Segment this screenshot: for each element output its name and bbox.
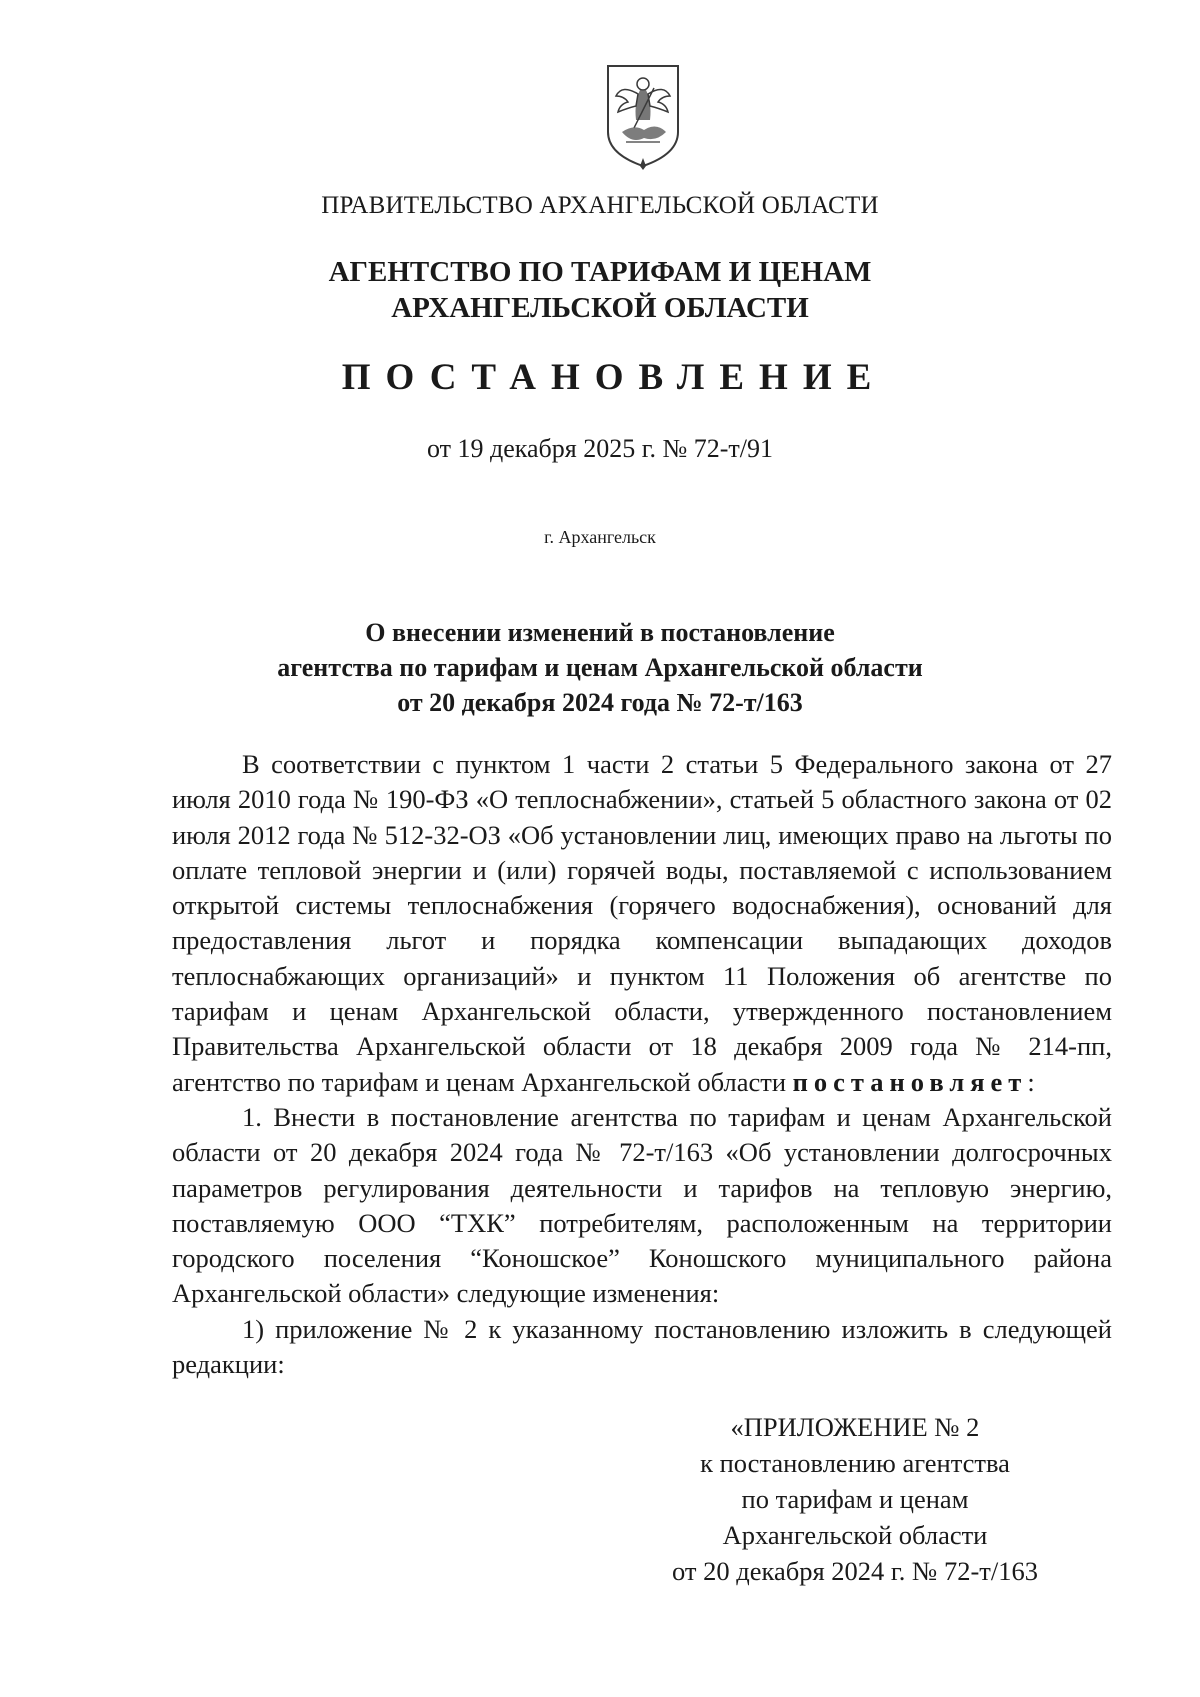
- appendix-line-4: Архангельской области: [722, 1520, 988, 1550]
- appendix-header: [660, 1409, 1050, 1589]
- body-paragraph-item-1: 1. Внести в постановление агентства по тарифам и ценам Архангельской области от 20 декабря 2024 года № 72-т/163 «Об установлении долгосрочных параметров регулирования деятельности и тарифов на тепловую энергию, поставляемую ООО “ТХК” потребителям, расположенным на территории городского поселения “Коношское” Коношского муниципального района Архангельской области» следующие изменения:: [172, 1101, 1112, 1309]
- body-paragraph-subitem-1: 1) приложение № 2 к указанному постановлению изложить в следующей редакции:: [172, 1313, 1112, 1380]
- document-body: [172, 747, 1112, 1382]
- body-paragraph-preamble: [172, 747, 1112, 1100]
- subject-line-1: О внесении изменений в постановление: [365, 618, 835, 647]
- agency-title: [0, 254, 1200, 326]
- agency-title-line-1: АГЕНТСТВО ПО ТАРИФАМ И ЦЕНАМ: [328, 256, 872, 288]
- resolution-keyword: постановляет: [792, 1066, 1028, 1097]
- subject-line-2: агентства по тарифам и ценам Архангельской области: [277, 653, 923, 682]
- document-date-number: от 19 декабря 2025 г. № 72-т/91: [426, 434, 774, 463]
- appendix-line-3: по тарифам и ценам: [741, 1484, 969, 1514]
- appendix-line-5: от 20 декабря 2024 г. № 72-т/163: [672, 1556, 1038, 1586]
- preamble-end: :: [1027, 1066, 1035, 1097]
- appendix-line-1: «ПРИЛОЖЕНИЕ № 2: [730, 1412, 980, 1442]
- subject-line-3: от 20 декабря 2024 года № 72-т/163: [397, 688, 803, 717]
- document-type-title: ПОСТАНОВЛЕНИЕ: [341, 357, 887, 398]
- government-title: ПРАВИТЕЛЬСТВО АРХАНГЕЛЬСКОЙ ОБЛАСТИ: [321, 192, 879, 219]
- document-city: г. Архангельск: [544, 527, 656, 547]
- preamble-text: В соответствии с пунктом 1 части 2 статьи 5 Федерального закона от 27 июля 2010 года № 190-ФЗ «О теплоснабжении», статьей 5 областного закона от 02 июля 2012 года № 512-32-ОЗ «Об установлении лиц, имеющих право на льготы по оплате тепловой энергии и (или) горячей воды, поставляемой с использованием открытой системы теплоснабжения (горячего водоснабжения), оснований для предоставления льгот и порядка компенсации выпадающих доходов теплоснабжающих организаций» и пунктом 11 Положения об агентстве по тарифам и ценам Архангельской области, утвержденного постановлением Правительства Архангельской области от 18 декабря 2009 года № 214-пп, агентство по тарифам и ценам Архангельской области: [172, 749, 1112, 1097]
- agency-title-line-2: АРХАНГЕЛЬСКОЙ ОБЛАСТИ: [391, 292, 809, 324]
- document-subject: [0, 615, 1200, 720]
- appendix-line-2: к постановлению агентства: [700, 1448, 1010, 1478]
- coat-of-arms-icon: [604, 62, 682, 170]
